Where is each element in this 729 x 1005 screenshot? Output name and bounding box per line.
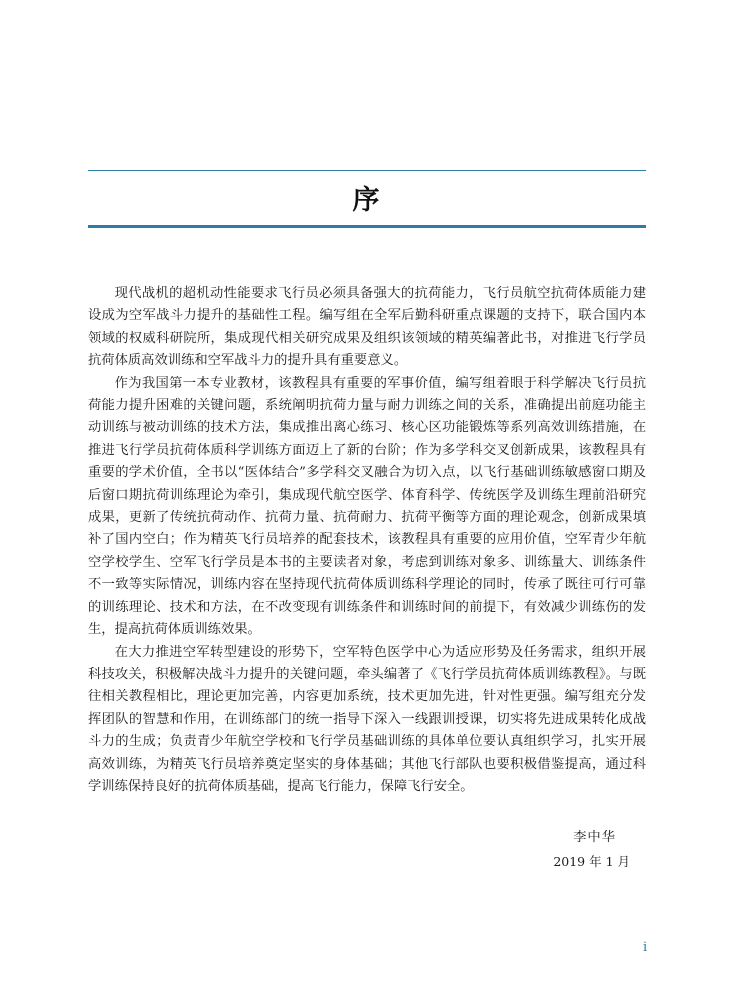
chapter-title: 序 (352, 185, 382, 216)
signature-date: 2019 年 1 月 (553, 854, 630, 869)
signature-block (400, 826, 630, 874)
preface-body (88, 283, 646, 798)
page-number: i (643, 940, 648, 955)
paragraph: 作为我国第一本专业教材，该教程具有重要的军事价值，编写组着眼于科学解决飞行员抗荷能力提升困难的关键问题，系统阐明抗荷力量与耐力训练之间的关系，准确提出前庭功能主动训练与被动训练的技术方法，集成推出离心练习、核心区功能锻炼等系列高效训练措施，在推进飞行学员抗荷体质科学训练方面迈上了新的台阶；作为多学科交叉创新成果，该教程具有重要的学术价值，全书以“医体结合”多学科交叉融合为切入点，以飞行基础训练敏感窗口期及后窗口期抗荷训练理论为牵引，集成现代航空医学、体育科学、传统医学及训练生理前沿研究成果，更新了传统抗荷动作、抗荷力量、抗荷耐力、抗荷平衡等方面的理论观念，创新成果填补了国内空白；作为精英飞行员培养的配套技术，该教程具有重要的应用价值，空军青少年航空学校学生、空军飞行学员是本书的主要读者对象，考虑到训练对象多、训练量大、训练条件不一致等实际情况，训练内容在坚持现代抗荷体质训练科学理论的同时，传承了既往可行可靠的训练理论、技术和方法，在不改变现有训练条件和训练时间的前提下，有效减少训练伤的发生，提高抗荷体质训练效果。 (88, 375, 646, 638)
title-rule-bottom (88, 225, 646, 228)
paragraph: 现代战机的超机动性能要求飞行员必须具备强大的抗荷能力，飞行员航空抗荷体质能力建设成为空军战斗力提升的基础性工程。编写组在全军后勤科研重点课题的支持下，联合国内本领域的权威科研院所，集成现代相关研究成果及组织该领域的精英编著此书，对推进飞行学员抗荷体质高效训练和空军战斗力的提升具有重要意义。 (88, 286, 646, 369)
title-rule-top (88, 170, 646, 171)
paragraph: 在大力推进空军转型建设的形势下，空军特色医学中心为适应形势及任务需求，组织开展科技攻关，积极解决战斗力提升的关键问题，牵头编著了《飞行学员抗荷体质训练教程》。与既往相关教程相比，理论更加完善，内容更加系统，技术更加先进，针对性更强。编写组充分发挥团队的智慧和作用，在训练部门的统一指导下深入一线跟训授课，切实将先进成果转化成战斗力的生成；负责青少年航空学校和飞行学员基础训练的具体单位要认真组织学习，扎实开展高效训练，为精英飞行员培养奠定坚实的身体基础；其他飞行部队也要积极借鉴提高，通过科学训练保持良好的抗荷体质基础，提高飞行能力，保障飞行安全。 (88, 644, 646, 794)
author-name: 李中华 (573, 830, 616, 845)
